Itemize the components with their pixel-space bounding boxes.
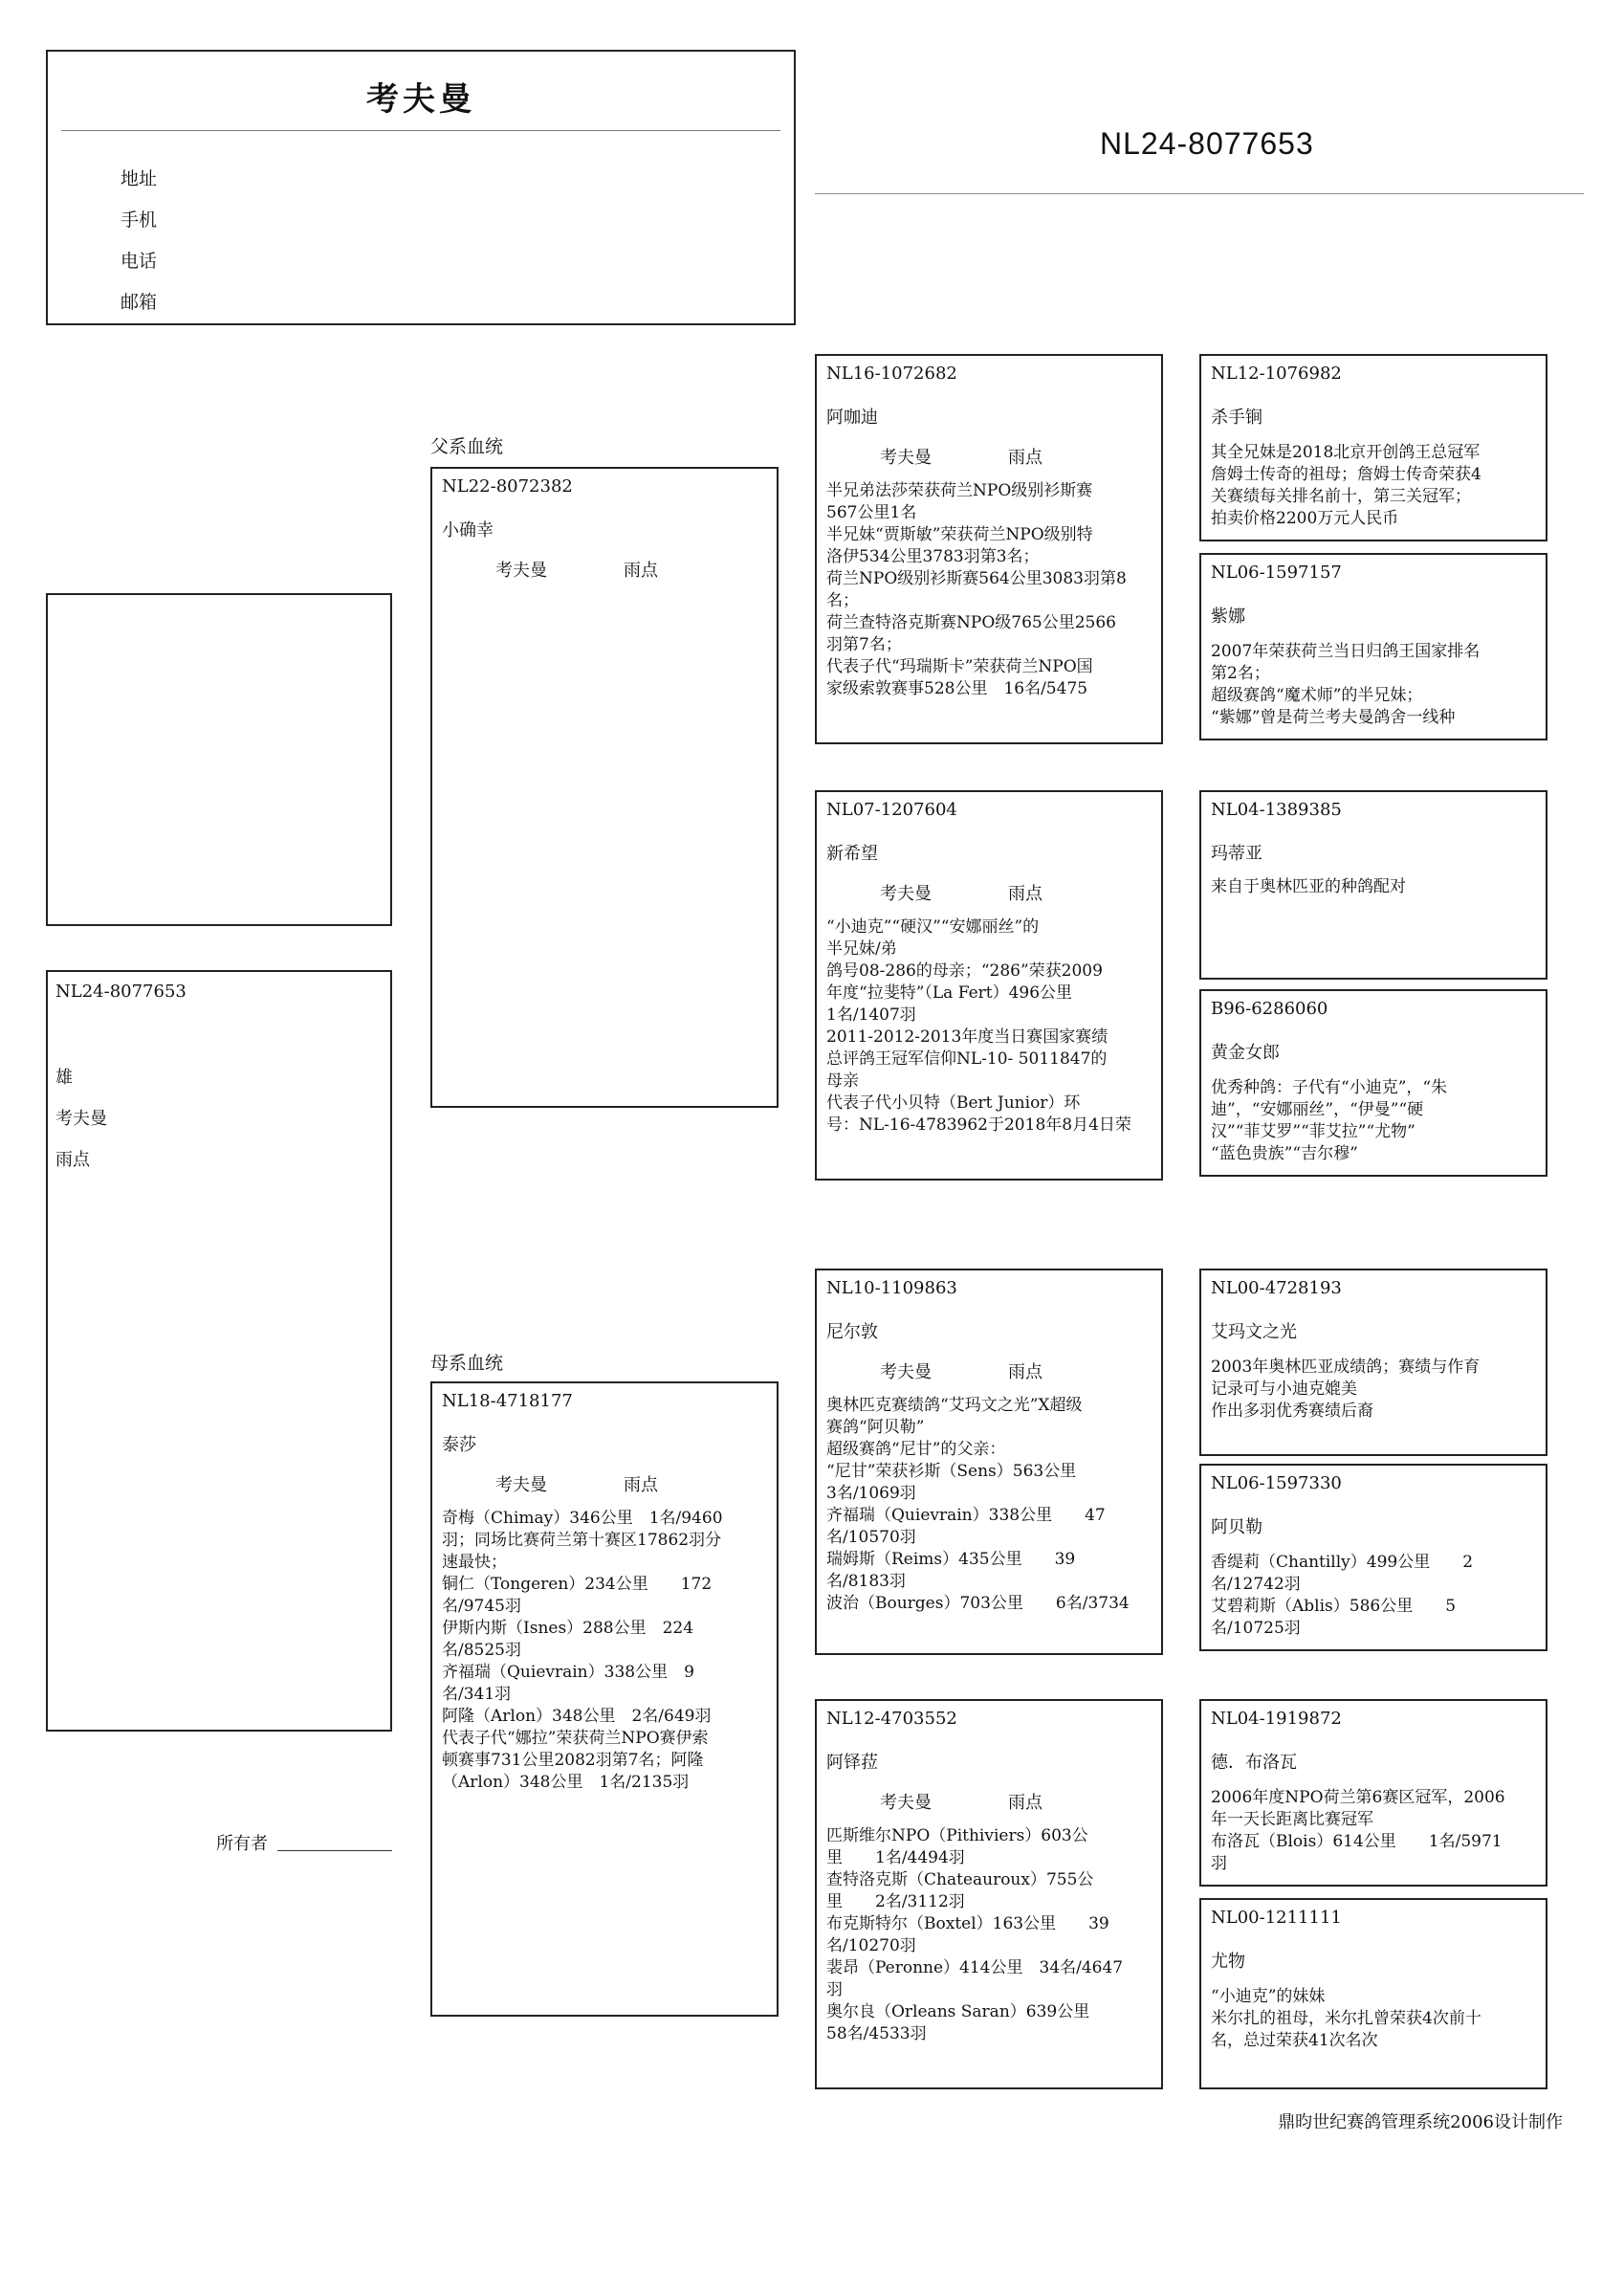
note-line: 代表子代“玛瑞斯卡”荣获荷兰NPO国 — [826, 657, 1093, 676]
note-line: （Arlon）348公里 1名/2135羽 — [442, 1773, 690, 1792]
dd-color: 雨点 — [1008, 1793, 1042, 1813]
note-line: “尼甘”荣获衫斯（Sens）563公里 — [826, 1462, 1077, 1481]
note-line: 优秀种鸽：子代有“小迪克”，“朱 — [1211, 1078, 1448, 1097]
note-line: “紫娜”曾是荷兰考夫曼鸽舍一线种 — [1211, 708, 1456, 727]
sd-ring: NL07-1207604 — [826, 800, 957, 820]
ss-name: 阿咖迪 — [826, 408, 878, 428]
breeder-title: 考夫曼 — [366, 80, 475, 119]
note-line: 第2名； — [1211, 664, 1270, 683]
ds-box — [815, 1269, 1163, 1655]
note-line: 羽第7名； — [826, 635, 902, 654]
note-line: 名/12742羽 — [1211, 1575, 1301, 1594]
dd-breeder: 考夫曼 — [880, 1793, 932, 1813]
note-line: 名； — [826, 591, 859, 610]
sire-name: 小确幸 — [442, 520, 494, 541]
dd-box — [815, 1699, 1163, 2089]
note-line: 总评鸽王冠军信仰NL-10- 5011847的 — [826, 1049, 1108, 1069]
note-line: 羽 — [1211, 1854, 1227, 1873]
subject-box — [46, 970, 392, 1732]
ds-name: 尼尔敦 — [826, 1322, 878, 1342]
note-line: 阿隆（Arlon）348公里 2名/649羽 — [442, 1707, 712, 1726]
note-line: 号：NL-16-4783962于2018年8月4日荣 — [826, 1115, 1131, 1135]
dsd-name: 阿贝勒 — [1211, 1517, 1262, 1537]
note-line: 詹姆士传奇的祖母；詹姆士传奇荣获4 — [1211, 465, 1481, 484]
dss-box — [1199, 1269, 1547, 1456]
note-line: 家级索敦赛事528公里 16名/5475 — [826, 679, 1088, 698]
header-divider — [61, 130, 780, 131]
note-line: 代表子代小贝特（Bert Junior）环 — [826, 1093, 1081, 1113]
ssd-notes — [1211, 641, 1538, 729]
note-line: 名，总过荣获41次名次 — [1211, 2031, 1378, 2050]
sire-ring: NL22-8072382 — [442, 476, 573, 497]
note-line: 迪”，“安娜丽丝”，“伊曼”“硬 — [1211, 1100, 1424, 1119]
owner-label: 所有者 — [216, 1834, 268, 1854]
dam-ring: NL18-4718177 — [442, 1391, 573, 1411]
note-line: 其全兄妹是2018北京开创鸽王总冠军 — [1211, 443, 1481, 462]
ddd-notes — [1211, 1986, 1538, 2052]
note-line: 年度“拉斐特”（La Fert）496公里 — [826, 983, 1073, 1003]
sire-breeder: 考夫曼 — [495, 561, 547, 581]
note-line: 代表子代“娜拉”荣获荷兰NPO赛伊索 — [442, 1729, 709, 1748]
ds-breeder: 考夫曼 — [880, 1362, 932, 1382]
ssd-box — [1199, 553, 1547, 740]
note-line: 2003年奥林匹亚成绩鸽；赛绩与作育 — [1211, 1358, 1481, 1377]
dd-ring: NL12-4703552 — [826, 1709, 957, 1729]
note-line: 查特洛克斯（Chateauroux）755公 — [826, 1870, 1094, 1889]
ddd-name: 尤物 — [1211, 1952, 1245, 1972]
note-line: 3名/1069羽 — [826, 1484, 916, 1503]
note-line: 赛鸽“阿贝勒” — [826, 1418, 925, 1437]
sd-notes — [826, 916, 1153, 1137]
mobile-label: 手机 — [121, 210, 158, 231]
sdd-ring: B96-6286060 — [1211, 999, 1328, 1019]
note-line: 名/341羽 — [442, 1685, 512, 1704]
note-line: 荷兰NPO级别衫斯赛564公里3083羽第8 — [826, 569, 1127, 588]
sire-color: 雨点 — [624, 561, 658, 581]
sss-notes — [1211, 442, 1538, 530]
email-label: 邮箱 — [121, 292, 158, 313]
note-line: “蓝色贵族”“吉尔穆” — [1211, 1144, 1358, 1163]
dam-notes — [442, 1508, 769, 1794]
sire-box — [430, 467, 779, 1108]
dam-box — [430, 1381, 779, 2017]
ss-ring: NL16-1072682 — [826, 364, 957, 384]
note-line: 名/10725羽 — [1211, 1619, 1301, 1638]
note-line: 里 1名/4494羽 — [826, 1848, 965, 1867]
note-line: 567公里1名 — [826, 503, 917, 522]
header-box — [46, 50, 796, 325]
sds-name: 玛蒂亚 — [1211, 844, 1262, 864]
note-line: 名/10270羽 — [826, 1936, 916, 1955]
ss-notes — [826, 480, 1153, 700]
note-line: 伊斯内斯（Isnes）288公里 224 — [442, 1619, 694, 1638]
note-line: 裴昂（Peronne）414公里 34名/4647 — [826, 1958, 1124, 1977]
note-line: 半兄妹“贾斯敏”荣获荷兰NPO级别特 — [826, 525, 1093, 544]
note-line: 1名/1407羽 — [826, 1005, 916, 1025]
note-line: 半兄妹/弟 — [826, 939, 897, 959]
note-line: 铜仁（Tongeren）234公里 172 — [442, 1575, 713, 1594]
ddd-ring: NL00-1211111 — [1211, 1908, 1342, 1928]
note-line: 匹斯维尔NPO（Pithiviers）603公 — [826, 1826, 1088, 1845]
footer-credit: 鼎昀世纪赛鸽管理系统2006设计制作 — [1278, 2112, 1563, 2132]
dsd-notes — [1211, 1552, 1538, 1640]
sss-ring: NL12-1076982 — [1211, 364, 1342, 384]
ddd-box — [1199, 1898, 1547, 2089]
sss-name: 杀手锏 — [1211, 408, 1262, 428]
note-line: 波治（Bourges）703公里 6名/3734 — [826, 1594, 1130, 1613]
note-line: 齐福瑞（Quievrain）338公里 47 — [826, 1506, 1106, 1525]
note-line: 名/8183羽 — [826, 1572, 906, 1591]
sd-breeder: 考夫曼 — [880, 884, 932, 904]
photo-box — [46, 593, 392, 926]
sds-ring: NL04-1389385 — [1211, 800, 1342, 820]
ds-notes — [826, 1395, 1153, 1615]
dss-notes — [1211, 1357, 1538, 1423]
sdd-notes — [1211, 1077, 1538, 1165]
note-line: 布克斯特尔（Boxtel）163公里 39 — [826, 1914, 1109, 1933]
note-line: 奥林匹克赛绩鸽“艾玛文之光”X超级 — [826, 1396, 1083, 1415]
note-line: 58名/4533羽 — [826, 2024, 927, 2043]
note-line: 米尔扎的祖母，米尔扎曾荣获4次前十 — [1211, 2009, 1481, 2028]
dam-color: 雨点 — [624, 1475, 658, 1495]
sds-box — [1199, 790, 1547, 980]
note-line: 名/10570羽 — [826, 1528, 916, 1547]
ss-color: 雨点 — [1008, 448, 1042, 468]
dd-name: 阿铎菈 — [826, 1753, 878, 1773]
dss-ring: NL00-4728193 — [1211, 1278, 1342, 1298]
note-line: 半兄弟法莎荣获荷兰NPO级别衫斯赛 — [826, 481, 1093, 500]
note-line: 香缇莉（Chantilly）499公里 2 — [1211, 1553, 1474, 1572]
sds-notes — [1211, 876, 1538, 898]
sire-section-label: 父系血统 — [430, 436, 504, 457]
phone-label: 电话 — [121, 251, 158, 272]
ss-box — [815, 354, 1163, 744]
note-line: 汉”“菲艾罗”“菲艾拉”“尤物” — [1211, 1122, 1416, 1141]
subject-breeder: 考夫曼 — [55, 1109, 107, 1129]
note-line: 记录可与小迪克媲美 — [1211, 1380, 1357, 1399]
owner-signature-line — [277, 1850, 392, 1851]
note-line: 超级赛鸽“尼甘”的父亲： — [826, 1440, 1006, 1459]
note-line: 羽 — [826, 1980, 843, 1999]
note-line: 关赛绩每关排名前十，第三关冠军； — [1211, 487, 1471, 506]
note-line: 奇梅（Chimay）346公里 1名/9460 — [442, 1509, 723, 1528]
sdd-name: 黄金女郎 — [1211, 1043, 1280, 1063]
subject-color: 雨点 — [55, 1150, 90, 1170]
sd-color: 雨点 — [1008, 884, 1042, 904]
note-line: 瑞姆斯（Reims）435公里 39 — [826, 1550, 1076, 1569]
ring-number-title: NL24-8077653 — [1100, 126, 1314, 161]
ds-color: 雨点 — [1008, 1362, 1042, 1382]
note-line: 2006年度NPO荷兰第6赛区冠军，2006 — [1211, 1788, 1505, 1807]
dsd-box — [1199, 1464, 1547, 1651]
note-line: 顿赛事731公里2082羽第7名；阿隆 — [442, 1751, 704, 1770]
note-line: 速最快； — [442, 1553, 507, 1572]
subject-ring: NL24-8077653 — [55, 982, 187, 1002]
note-line: 羽；同场比赛荷兰第十赛区17862羽分 — [442, 1531, 722, 1550]
dds-box — [1199, 1699, 1547, 1887]
ssd-name: 紫娜 — [1211, 607, 1245, 627]
dds-notes — [1211, 1787, 1538, 1875]
note-line: 洛伊534公里3783羽第3名； — [826, 547, 1040, 566]
note-line: 作出多羽优秀赛绩后裔 — [1211, 1402, 1373, 1421]
sd-name: 新希望 — [826, 844, 878, 864]
note-line: 艾碧莉斯（Ablis）586公里 5 — [1211, 1597, 1457, 1616]
note-line: 年一天长距离比赛冠军 — [1211, 1810, 1373, 1829]
note-line: “小迪克”“硬汉”“安娜丽丝”的 — [826, 917, 1040, 937]
note-line: 来自于奥林匹亚的种鸽配对 — [1211, 877, 1406, 896]
note-line: 鸽号08-286的母亲；“286”荣获2009 — [826, 961, 1103, 981]
sss-box — [1199, 354, 1547, 541]
note-line: 名/9745羽 — [442, 1597, 521, 1616]
dd-notes — [826, 1825, 1153, 2045]
note-line: 超级赛鸽“魔术师”的半兄妹； — [1211, 686, 1423, 705]
note-line: 2007年荣获荷兰当日归鸽王国家排名 — [1211, 642, 1481, 661]
note-line: “小迪克”的妹妹 — [1211, 1987, 1326, 2006]
ssd-ring: NL06-1597157 — [1211, 563, 1342, 583]
dam-section-label: 母系血统 — [430, 1353, 504, 1374]
note-line: 齐福瑞（Quievrain）338公里 9 — [442, 1663, 694, 1682]
note-line: 布洛瓦（Blois）614公里 1名/5971 — [1211, 1832, 1503, 1851]
note-line: 2011-2012-2013年度当日赛国家赛绩 — [826, 1027, 1108, 1047]
ds-ring: NL10-1109863 — [826, 1278, 957, 1298]
dam-name: 泰莎 — [442, 1435, 476, 1455]
dss-name: 艾玛文之光 — [1211, 1322, 1297, 1342]
address-label: 地址 — [121, 168, 158, 189]
sdd-box — [1199, 989, 1547, 1177]
dam-breeder: 考夫曼 — [495, 1475, 547, 1495]
ring-underline — [815, 193, 1584, 194]
dds-ring: NL04-1919872 — [1211, 1709, 1342, 1729]
dds-name: 德．布洛瓦 — [1211, 1753, 1297, 1773]
note-line: 母亲 — [826, 1071, 859, 1091]
subject-sex: 雄 — [55, 1068, 73, 1088]
ss-breeder: 考夫曼 — [880, 448, 932, 468]
note-line: 荷兰查特洛克斯赛NPO级765公里2566 — [826, 613, 1116, 632]
note-line: 里 2名/3112羽 — [826, 1892, 965, 1911]
note-line: 拍卖价格2200万元人民币 — [1211, 509, 1399, 528]
sd-box — [815, 790, 1163, 1181]
dsd-ring: NL06-1597330 — [1211, 1473, 1342, 1493]
note-line: 奥尔良（Orleans Saran）639公里 — [826, 2002, 1090, 2021]
note-line: 名/8525羽 — [442, 1641, 521, 1660]
